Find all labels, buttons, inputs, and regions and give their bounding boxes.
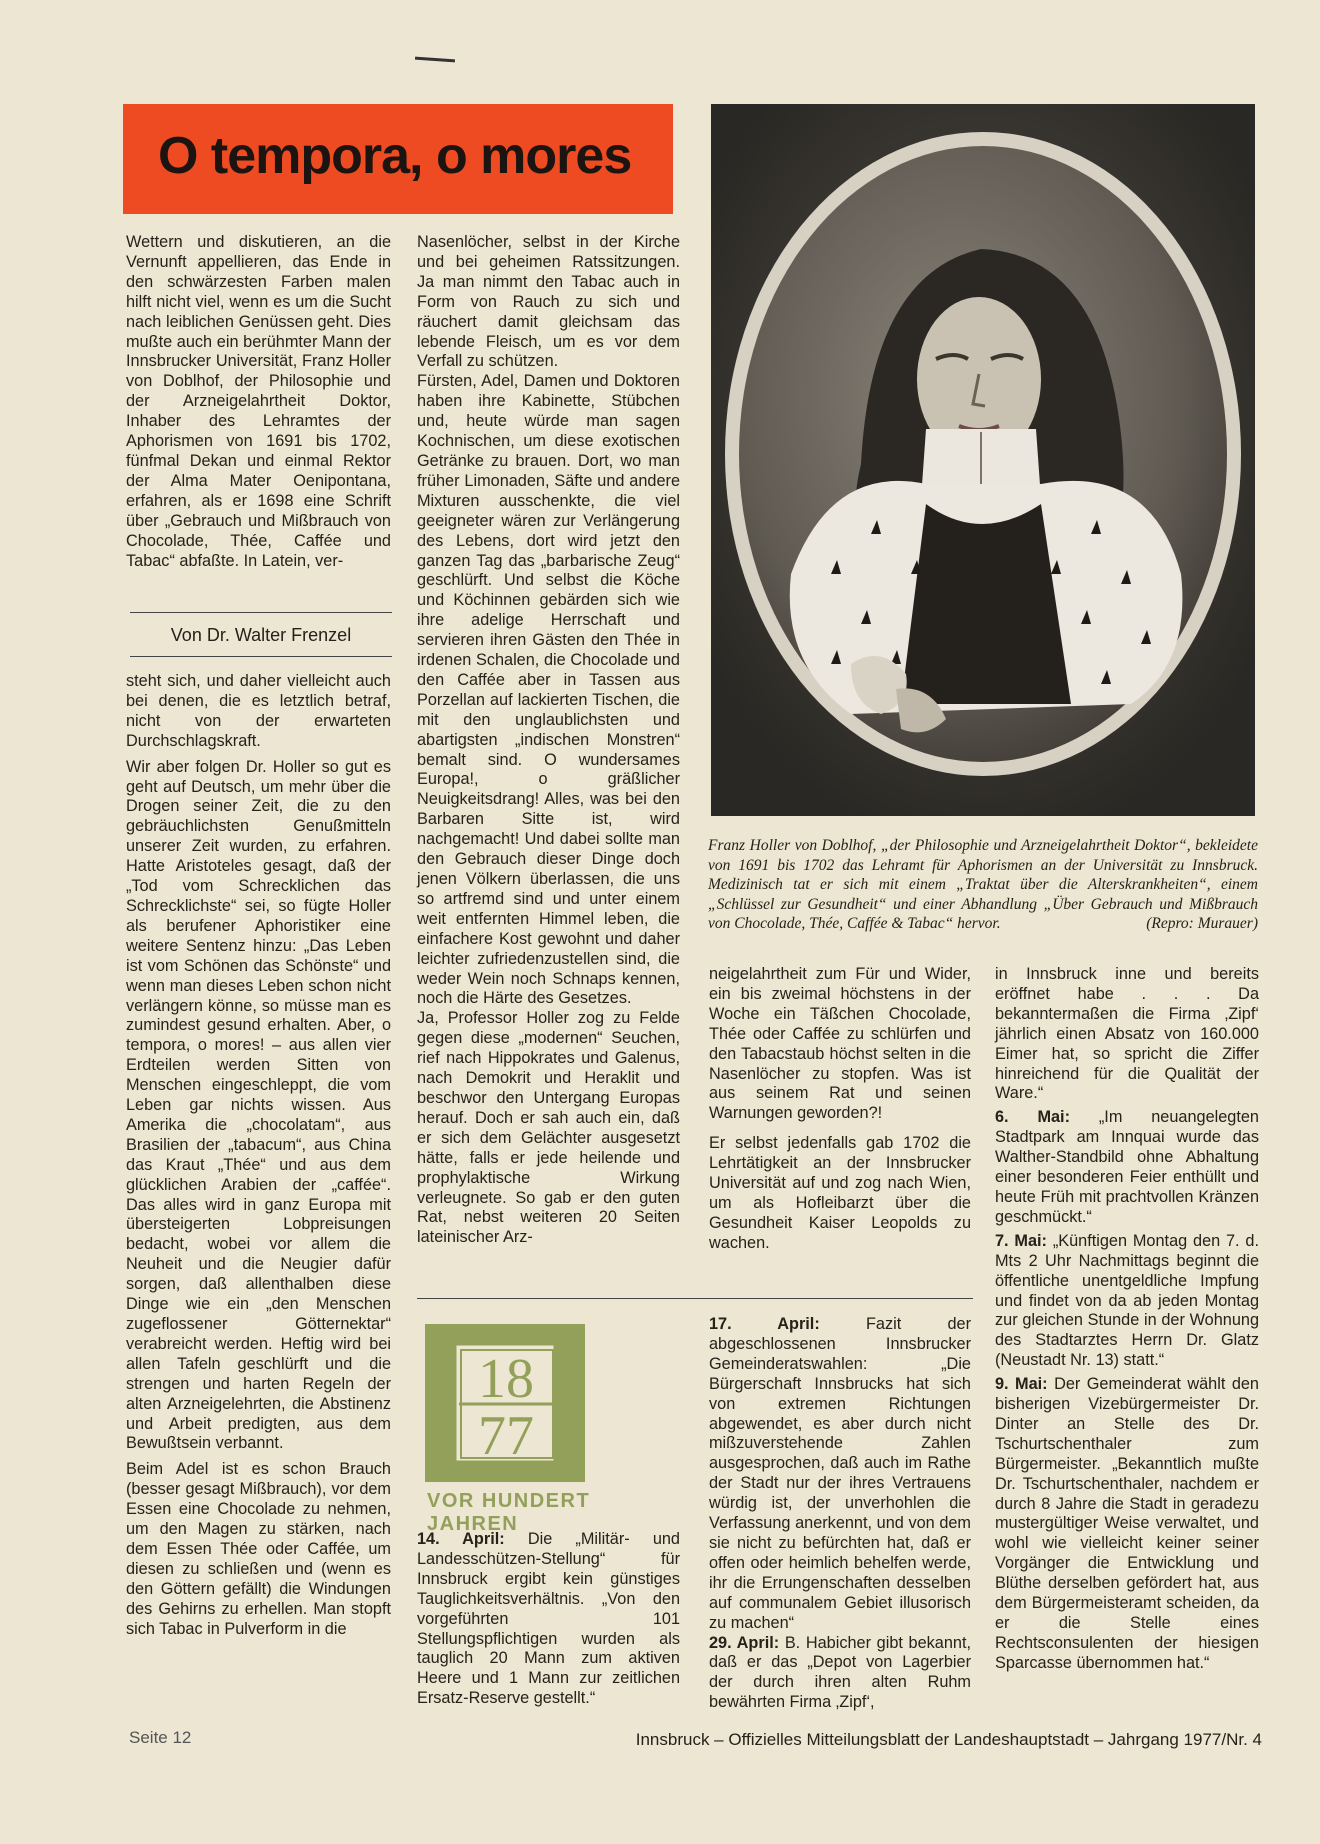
paragraph: steht sich, und daher vielleicht auch bei denen, die es letztlich betraf, nicht von der erwarteten Durchschlagskraft. (126, 672, 391, 750)
paragraph: Wir aber folgen Dr. Holler so gut es geht auf Deutsch, um mehr über die Drogen seiner Zeit, die zu den gebräuchlichsten Genußmitteln unserer Zeit wurden, zu erfahren. Hatte Aristoteles gesagt, daß der „Tod vom Schrecklichen das Schrecklichste“ sei, so fügte Holler als berufener Aphoristiker eine weitere Sentenz hinzu: „Das Leben ist vom Schönen das Schönste“ und wenn man dieses Leben schon nicht verlängern könne, so müsse man es zumindest gesund erhalten. Aber, o tempora, o mores! – aus allen vier Erdteilen werden Sitten von Menschen eingeschleppt, die vom Leben gar nichts wissen. Aus Amerika die „chocolatam“, aus Brasilien der „tabacum“, aus China das Kraut „Thée“ und aus dem glücklichen Arabien der „caffée“. Das alles wird in ganz Europa mit übersteigerten Lobpreisungen bedacht, wobei vor allem die Neuheit und die Neugier dafür sorgen, daß allenthalben diese Dinge wie ein „den Menschen zugeflossener Götternektar“ verabreicht werden. Heftig wird bei allen Tafeln geschlürft und die strengen und harten Regeln der alten Arzneigelehrten, die Abstinenz und Arbeit predigten, aus dem Bewußtsein verbannt. (126, 757, 391, 1453)
vor-hundert-jahren-stamp (425, 1324, 685, 1535)
chronicle-column-3 (709, 1315, 971, 1713)
year-bottom: 77 (478, 1405, 534, 1467)
paragraph: Er selbst jedenfalls gab 1702 die Lehrtätigkeit an der Innsbrucker Universität auf und zog nach Wien, um als Hofleibarzt über die Gesundheit Kaiser Leopolds zu wachen. (709, 1134, 971, 1252)
caption-credit: (Repro: Murauer) (1146, 915, 1258, 933)
entry-date: 29. April: (709, 1633, 780, 1652)
publication-footer: Innsbruck – Offizielles Mitteilungsblatt der Landeshauptstadt – Jahrgang 1977/Nr. 4 (635, 1730, 1262, 1749)
paragraph: Beim Adel ist es schon Brauch (besser gesagt Mißbrauch), vor dem Essen eine Chocolade zu nehmen, um den Magen zu stärken, nach dem Essen Thée oder Caffée, um diesen zu schließen und (wenn es den Göttern gefällt) die Windungen des Gehirns zu erhellen. Man stopft sich Tabac in Pulverform in die (126, 1460, 391, 1638)
year-top: 18 (478, 1348, 534, 1410)
page-number: Seite 12 (129, 1728, 192, 1747)
chronicle-column-2 (417, 1530, 680, 1709)
chronicle-column-4 (995, 965, 1259, 1674)
stamp-label: VOR HUNDERT JAHREN (427, 1490, 591, 1535)
caption-text: Franz Holler von Doblhof, „der Philosophie und Arzneigelahrtheit Doktor“, bekleidete von 1691 bis 1702 das Lehramt für Aphorismen an der Universität zu Innsbruck. Medizinisch tat er sich mit einem „Traktat über die Alterskrankheiten“, einem „Schlüssel zur Gesundheit“ und einer Abhandlung „Über Gebrauch und Mißbrauch von Chocolade, Thée, Caffée & Tabac“ hervor. (708, 837, 1258, 933)
portrait-engraving (711, 104, 1255, 816)
title-banner (123, 104, 673, 214)
entry-text: „Künftigen Montag den 7. d. Mts 2 Uhr Nachmittags beginnt die öffentliche unentgeldliche Impfung und findet von da ab jeden Montag zur gleichen Stunde in der Wohnung des Stadtarztes Herrn Dr. Glatz (Neustadt Nr. 13) statt.“ (995, 1231, 1259, 1370)
article-column-2 (417, 233, 680, 1248)
author-byline: Von Dr. Walter Frenzel (130, 612, 392, 657)
entry-text: Der Gemeinderat wählt den bisherigen Vizebürgermeister Dr. Dinter an Stelle des Dr. Tschurtschenthaler zum Bürgermeister. „Bekanntlich mußte Dr. Tschurtschenthaler, nachdem er durch 8 Jahre die Stadt in geradezu mustergültiger Weise verwaltet, und wohl wie vielleicht keiner seiner Vorgänger die Entwicklung und Blüthe derselben gefördert hat, aus dem Bürgermeisteramt scheiden, da er die Stelle eines Rechtsconsulenten der hiesigen Sparcasse übernommen hat.“ (995, 1375, 1259, 1672)
entry-date: 7. Mai: (995, 1231, 1047, 1250)
paragraph: Nasenlöcher, selbst in der Kirche und bei geheimen Ratssitzungen. Ja man nimmt den Tabac auch in Form von Rauch zu sich und räuchert damit gleichsam das lebende Fleisch, um es vor dem Verfall zu schützen. (417, 233, 680, 371)
paragraph: Wettern und diskutieren, an die Vernunft appellieren, das Ende in den schwärzesten Farben malen hilft nicht viel, wenn es um die Sucht nach leiblichen Genüssen geht. Dies mußte auch ein berühmter Mann der Innsbrucker Universität, Franz Holler von Doblhof, der Philosophie und der Arzneigelahrtheit Doktor, Inhaber des Lehramtes der Aphorismen von 1691 bis 1702, fünfmal Dekan und einmal Rektor der Alma Mater Oenipontana, erfahren, als er 1698 eine Schrift über „Gebrauch und Mißbrauch von Chocolade, Thée, Caffée und Tabac“ abfaßte. In Latein, ver- (126, 233, 391, 570)
paragraph: neigelahrtheit zum Für und Wider, ein bis zweimal höchstens in der Woche ein Täßchen Chocolade, Thée oder Caffée zu schlürfen und den Tabacstaub höchst selten in die Nasenlöcher zu stopfen. Was ist aus seinem Rat und seinen Warnungen geworden?! (709, 965, 971, 1123)
chronicle-entry (709, 1634, 971, 1714)
entry-text: B. Habicher gibt bekannt, daß er das „Depot von Lagerbier der durch ihren alten Ruhm bewährten Firma ‚Zipf‘, (709, 1633, 971, 1712)
paragraph: in Innsbruck inne und bereits eröffnet habe . . . Da bekanntermaßen die Firma ‚Zipf‘ jährlich einen Absatz von 160.000 Eimer hat, so spricht die Ziffer hinreichend für die Qualität der Ware.“ (995, 965, 1259, 1103)
year-calendar-icon (425, 1324, 585, 1484)
chronicle-entry (417, 1530, 680, 1709)
scan-mark (415, 57, 455, 63)
entry-text: Die „Militär- und Landesschützen-Stellung“ für Innsbruck ergibt kein günstiges Tauglichkeitsverhältnis. „Von den vorgeführten 101 Stellungspflichtigen wurden als tauglich 20 Mann zum aktiven Heere und 1 Mann zur zeitlichen Ersatz-Reserve gestellt.“ (417, 1530, 680, 1708)
chronicle-entry (995, 1375, 1259, 1674)
chronicle-entry (995, 1108, 1259, 1227)
entry-text: Fazit der abgeschlossenen Innsbrucker Gemeinderatswahlen: „Die Bürgerschaft Innsbrucks hat sich von extremen Richtungen abgewendet, es aber durch nicht mißzuverstehende Zahlen ausgesprochen, daß auch im Rathe der Stadt nur der ihres Vertrauens würdig ist, der unverhohlen die Verfassung anerkennt, und von dem sie nicht zu befürchten hat, daß er offen oder heimlich behelfen werde, ihr die Errungenschaften desselben auf communalem Gebiet illusorisch zu machen“ (709, 1315, 971, 1632)
chronicle-entry (995, 1232, 1259, 1371)
article-title: O tempora, o mores (158, 127, 632, 185)
entry-date: 9. Mai: (995, 1375, 1048, 1394)
entry-text: „Im neuangelegten Stadtpark am Innquai wurde das Walther-Standbild ohne Abhaltung einer besonderen Feier enthüllt und heute Früh mit prachtvollen Kränzen geschmückt.“ (995, 1108, 1259, 1226)
entry-date: 14. April: (417, 1530, 505, 1548)
entry-date: 6. Mai: (995, 1108, 1071, 1127)
section-divider (417, 1298, 973, 1299)
paragraph: Ja, Professor Holler zog zu Felde gegen diese „modernen“ Seuchen, rief nach Hippokrates und Galenus, nach Demokrit und Heraklit und beschwor den Untergang Europas herauf. Doch er sah auch ein, daß er sich dem Gelächter ausgesetzt hätte, falls er jede heilende und prophylaktische Wirkung verleugnete. So gab er den guten Rat, nebst weiteren 20 Seiten lateinischer Arz- (417, 1009, 680, 1247)
chronicle-entry (709, 1315, 971, 1634)
portrait-caption (708, 836, 1258, 934)
paragraph: Fürsten, Adel, Damen und Doktoren haben ihre Kabinette, Stübchen und, heute würde man sagen Kochnischen, um diese exotischen Getränke zu brauen. Dort, wo man früher Limonaden, Säfte und andere Mixturen ausschenkte, die viel geeigneter wären zur Verlängerung des Lebens, dort wird jetzt den ganzen Tag das „barbarische Zeug“ geschlürft. Und selbst die Köche und Köchinnen gebärden sich wie ihre adelige Herrschaft und servieren ihren Gästen den Thée in irdenen Schalen, die Chocolade und den Caffée aber in Tassen aus Porzellan auf lackierten Tischen, die mit den unglaublichsten und abartigsten „indischen Monstren“ bemalt sind. O wundersames Europa!, o gräßlicher Neuigkeitsdrang! Alles, was bei den Barbaren Sitte ist, wird nachgemacht! Und dabei sollte man den Gebrauch dieser Dinge doch jenen Völkern überlassen, die uns so artfremd sind und unter einem weit entfernten Himmel leben, die einfachere Kost gewohnt und daher leichter zufriedenzustellen sind, die weder Wein noch Schnaps kennen, noch die Härte des Gesetzes. (417, 372, 680, 1008)
article-column-1-bottom (126, 672, 391, 1646)
article-column-1-top (126, 233, 391, 577)
entry-date: 17. April: (709, 1315, 820, 1333)
article-column-3-top (709, 965, 971, 1254)
